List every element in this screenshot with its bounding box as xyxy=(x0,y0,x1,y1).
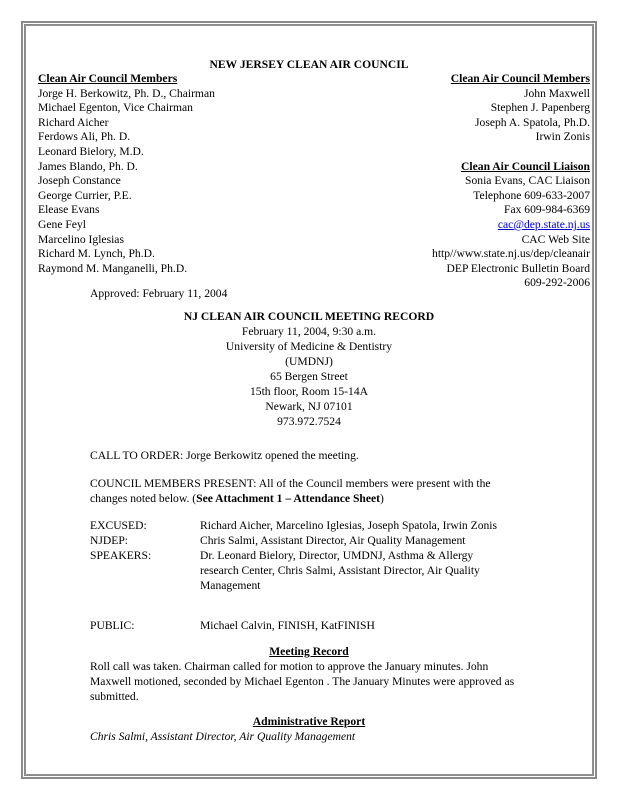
meeting-line: (UMDNJ) xyxy=(285,355,333,368)
approved-date: Approved: February 11, 2004 xyxy=(90,287,228,300)
members-left-heading: Clean Air Council Members xyxy=(38,72,178,85)
meeting-line: February 11, 2004, 9:30 a.m. xyxy=(241,325,377,338)
speakers-value: Dr. Leonard Bielory, Director, UMDNJ, Asthma & Allergy research Center, Chris Salmi, Assistant Director, Air Quality Management xyxy=(200,549,480,592)
excused-value: Richard Aicher, Marcelino Iglesias, Joseph Spatola, Irwin Zonis xyxy=(200,519,498,532)
member-name: George Currier, P.E. xyxy=(38,188,132,202)
bulletin-board-label: DEP Electronic Bulletin Board xyxy=(446,261,590,275)
members-present-close: ) xyxy=(380,492,384,505)
member-name: John Maxwell xyxy=(523,86,590,100)
meeting-line: Newark, NJ 07101 xyxy=(265,400,353,413)
member-name: Raymond M. Manganelli, Ph.D. xyxy=(38,261,188,275)
member-name: Elease Evans xyxy=(38,203,100,217)
meeting-header xyxy=(0,309,618,429)
meeting-line: University of Medicine & Dentistry xyxy=(225,340,393,353)
liaison-name: Sonia Evans, CAC Liaison xyxy=(465,174,590,188)
council-title: NEW JERSEY CLEAN AIR COUNCIL xyxy=(209,58,409,71)
member-name: Stephen J. Papenberg xyxy=(490,101,590,115)
members-left xyxy=(38,72,215,276)
web-site-label: CAC Web Site xyxy=(521,232,590,246)
meeting-line: 15th floor, Room 15-14A xyxy=(249,385,369,398)
meeting-record-text: Roll call was taken. Chairman called for motion to approve the January minutes. John Maxwell motioned, seconded by Michael Egenton . The January Minutes were approved as submitted. xyxy=(90,660,515,703)
members-present xyxy=(90,476,530,506)
excused-label: EXCUSED: xyxy=(90,519,147,532)
bulletin-board-phone: 609-292-2006 xyxy=(524,276,590,290)
public-value: Michael Calvin, FINISH, KatFINISH xyxy=(200,619,375,632)
web-site-url: http//www.state.nj.us/dep/cleanair xyxy=(432,247,590,261)
meeting-line: 65 Bergen Street xyxy=(270,370,348,383)
member-name: Richard M. Lynch, Ph.D. xyxy=(38,247,155,261)
members-right xyxy=(432,72,590,291)
member-name: Michael Egenton, Vice Chairman xyxy=(38,101,193,115)
member-name: Leonard Bielory, M.D. xyxy=(38,144,144,158)
member-name: Gene Feyl xyxy=(38,217,86,231)
meeting-record-heading: Meeting Record xyxy=(269,645,349,658)
attendance-sheet-reference: See Attachment 1 – Attendance Sheet xyxy=(196,492,381,505)
member-name: James Blando, Ph. D. xyxy=(38,159,138,173)
njdep-value: Chris Salmi, Assistant Director, Air Quality Management xyxy=(200,534,466,547)
liaison-heading: Clean Air Council Liaison xyxy=(461,159,590,173)
member-name: Marcelino Iglesias xyxy=(38,232,124,246)
member-name: Joseph A. Spatola, Ph.D. xyxy=(475,115,590,129)
member-name: Joseph Constance xyxy=(38,174,121,188)
meeting-line: 973.972.7524 xyxy=(277,415,341,428)
liaison-fax: Fax 609-984-6369 xyxy=(504,203,590,217)
liaison-telephone: Telephone 609-633-2007 xyxy=(473,188,590,202)
njdep-label: NJDEP: xyxy=(90,534,129,547)
public-label: PUBLIC: xyxy=(90,619,135,632)
member-name: Irwin Zonis xyxy=(535,130,590,144)
member-name: Richard Aicher xyxy=(38,115,109,129)
call-to-order: CALL TO ORDER: Jorge Berkowitz opened the meeting. xyxy=(90,449,359,462)
meeting-title: NJ CLEAN AIR COUNCIL MEETING RECORD xyxy=(183,310,435,323)
admin-report-heading: Administrative Report xyxy=(252,715,366,728)
admin-report-text: Chris Salmi, Assistant Director, Air Quality Management xyxy=(90,730,356,743)
member-name: Jorge H. Berkowitz, Ph. D., Chairman xyxy=(38,86,215,100)
members-right-heading: Clean Air Council Members xyxy=(450,72,590,85)
member-name: Ferdows Ali, Ph. D. xyxy=(38,130,131,144)
speakers-label: SPEAKERS: xyxy=(90,549,152,562)
liaison-email-link[interactable]: cac@dep.state.nj.us xyxy=(497,217,590,231)
members-present-text: COUNCIL MEMBERS PRESENT: All of the Council members were present with the changes noted below. ( xyxy=(90,477,491,505)
